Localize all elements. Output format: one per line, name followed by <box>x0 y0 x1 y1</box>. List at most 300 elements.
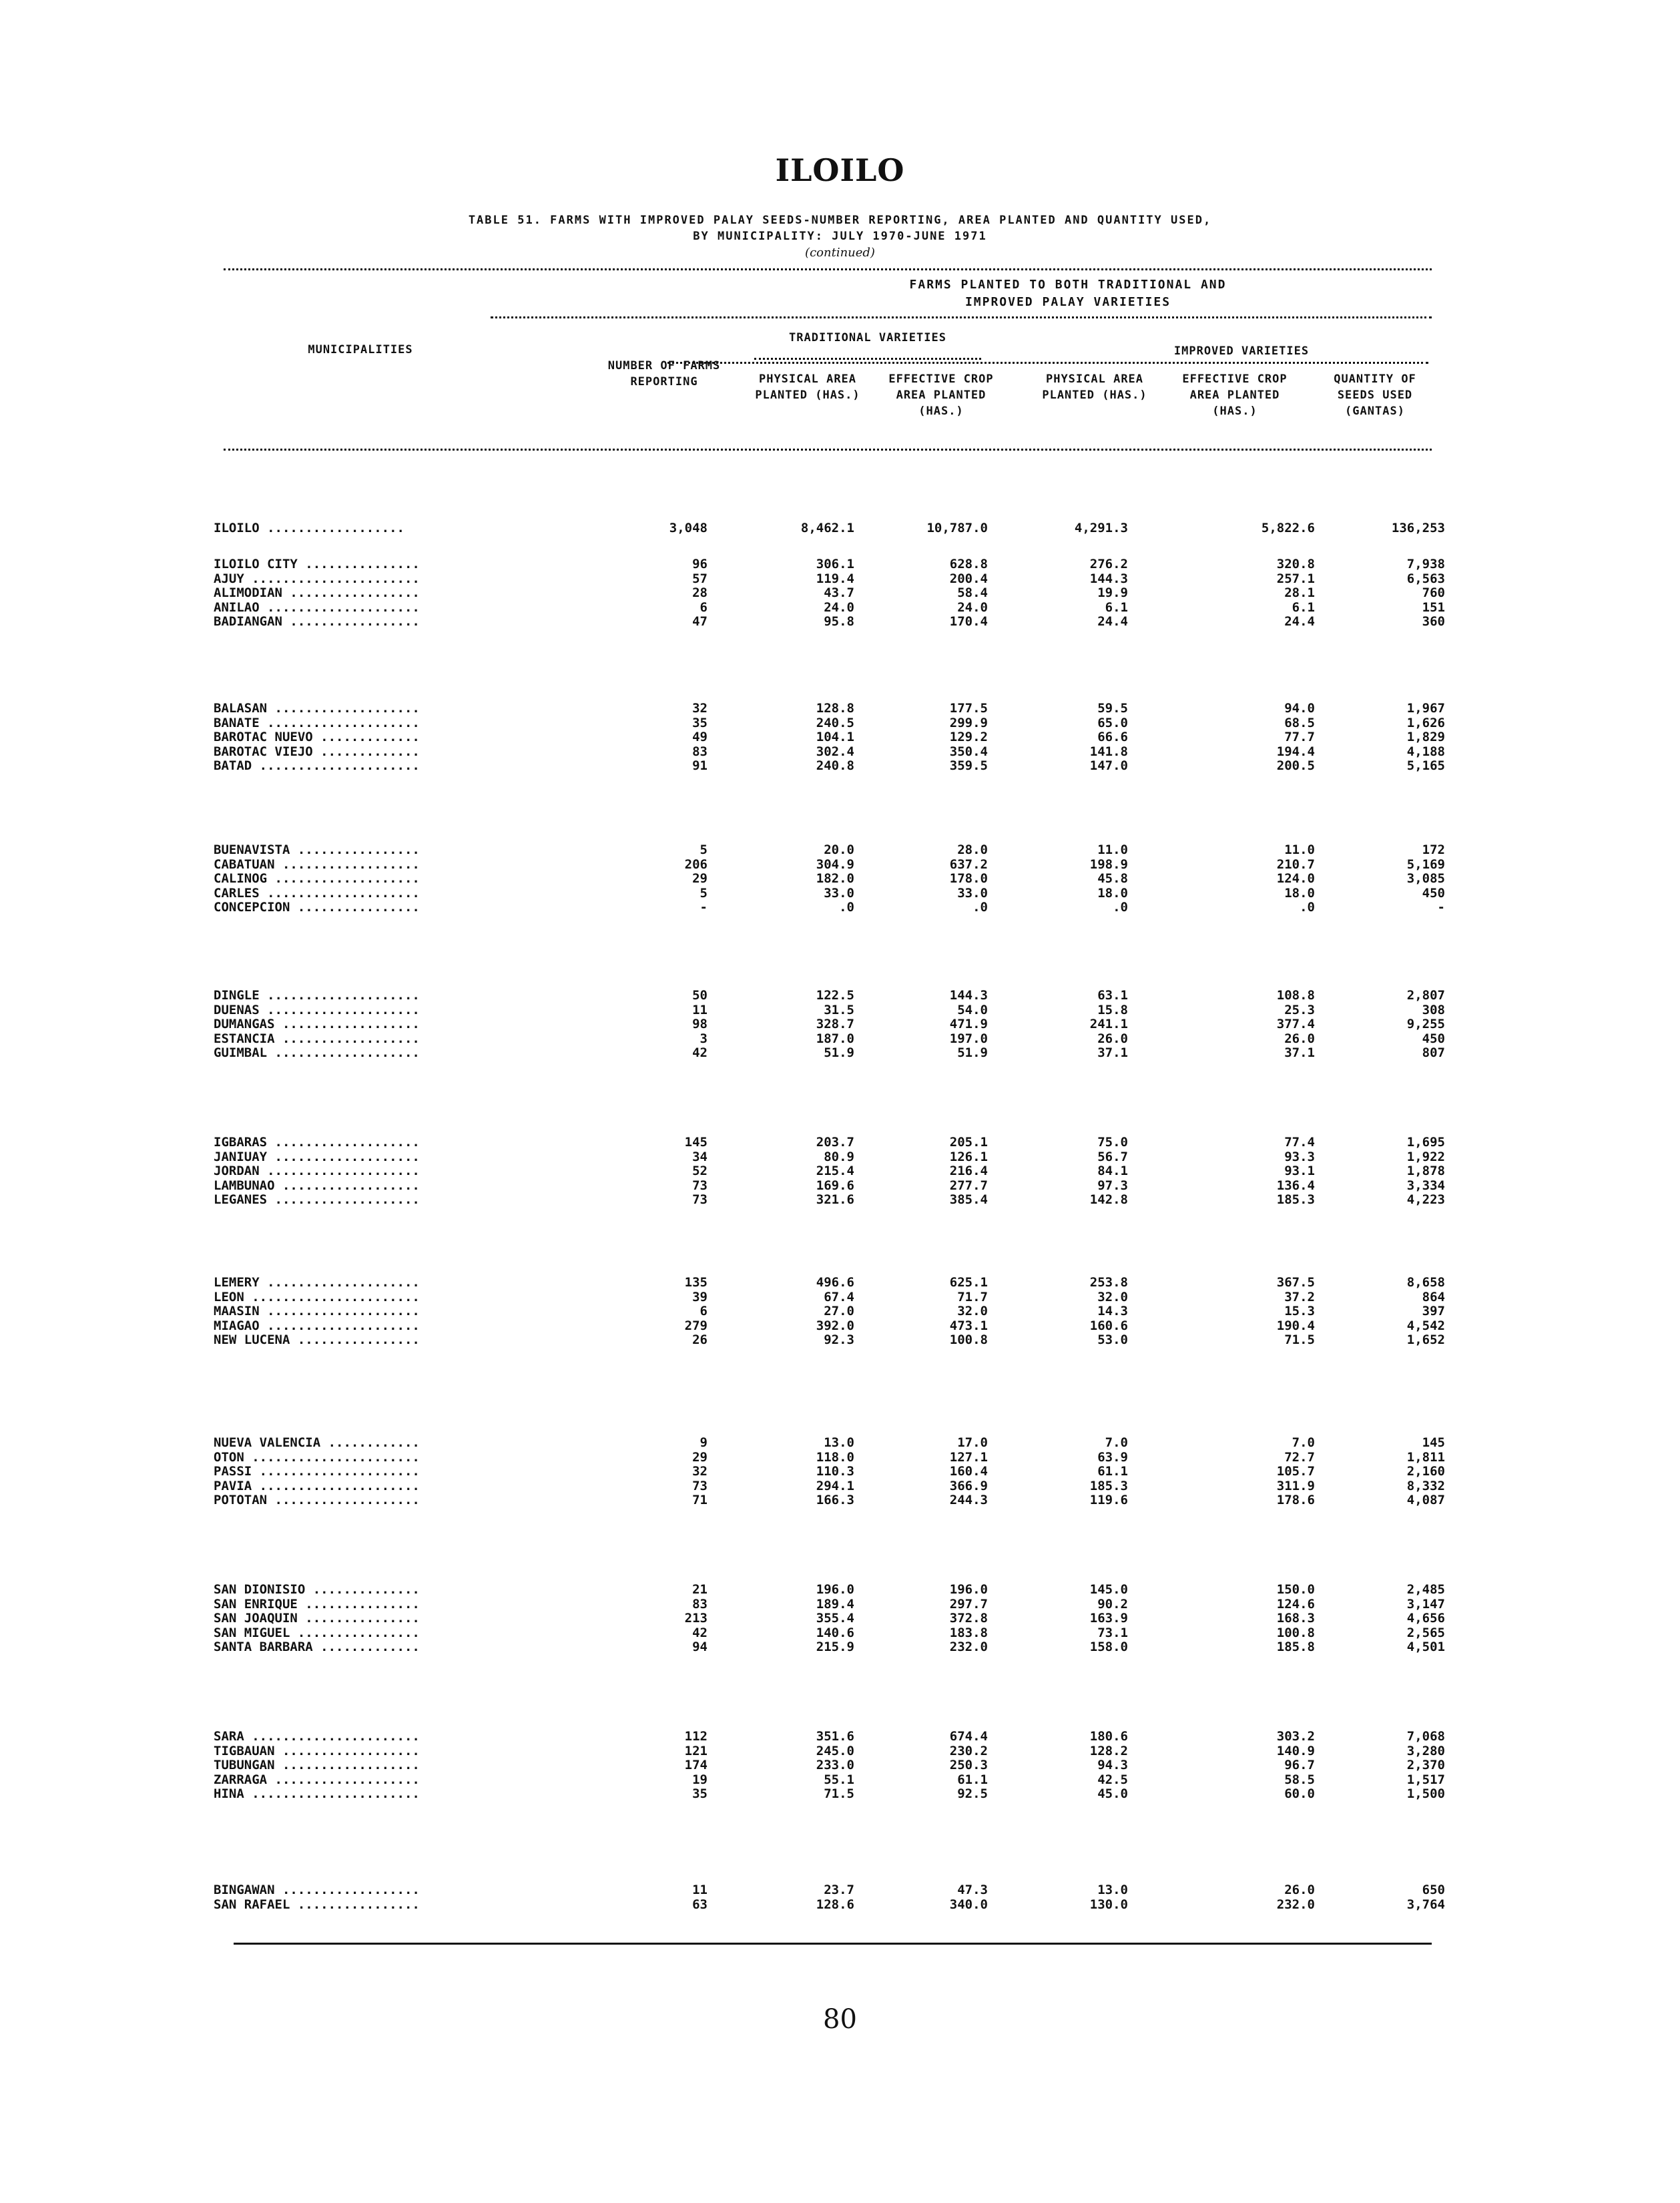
number-of-farms-cell: 50 <box>692 988 708 1003</box>
quantity-of-seeds-cell: 1,652 <box>1406 1332 1445 1347</box>
quantity-of-seeds-cell: 3,334 <box>1406 1178 1445 1193</box>
number-of-farms-cell: - <box>699 900 708 915</box>
table-row <box>214 1897 1455 1912</box>
quantity-of-seeds-cell: 864 <box>1422 1289 1445 1304</box>
improved-effective-area-cell: 5,822.6 <box>1261 521 1315 535</box>
table-row <box>214 1464 1455 1479</box>
traditional-physical-area-cell: 67.4 <box>824 1289 854 1304</box>
improved-physical-area-cell: 42.5 <box>1097 1772 1128 1787</box>
column-header-quantity-of-seeds: QUANTITY OF SEEDS USED (GANTAS) <box>1334 373 1416 418</box>
table-body <box>214 0 1455 2203</box>
improved-physical-area-cell: 130.0 <box>1089 1897 1128 1912</box>
improved-physical-area-cell: 45.0 <box>1097 1786 1128 1801</box>
quantity-of-seeds-cell: 2,370 <box>1406 1758 1445 1772</box>
municipality-name-cell: SANTA BARBARA ............. <box>214 1640 420 1654</box>
improved-effective-area-cell: 60.0 <box>1284 1786 1315 1801</box>
quantity-of-seeds-cell: 3,147 <box>1406 1596 1445 1612</box>
traditional-physical-area-cell: 20.0 <box>824 842 854 857</box>
municipality-name-cell: CABATUAN .................. <box>214 856 420 872</box>
improved-varieties-header: IMPROVED VARIETIES <box>1173 344 1310 358</box>
quantity-of-seeds-cell: 4,501 <box>1406 1640 1445 1654</box>
traditional-effective-area-cell: 126.1 <box>949 1149 988 1164</box>
improved-effective-area-cell: 71.5 <box>1284 1332 1315 1347</box>
improved-effective-area-cell: 93.3 <box>1284 1149 1315 1164</box>
improved-effective-area-cell: 94.0 <box>1284 701 1315 716</box>
table-row <box>214 886 1455 901</box>
municipality-name-cell: JORDAN .................... <box>214 1164 420 1178</box>
table-row <box>214 1178 1455 1193</box>
traditional-effective-area-cell: 473.1 <box>949 1318 988 1333</box>
improved-effective-area-cell: 77.4 <box>1284 1135 1315 1150</box>
quantity-of-seeds-cell: 308 <box>1422 1002 1445 1017</box>
table-row <box>214 1031 1455 1046</box>
improved-physical-area-cell: .0 <box>1113 900 1128 915</box>
table-row <box>214 585 1455 600</box>
traditional-physical-area-cell: 496.6 <box>816 1275 854 1290</box>
improved-effective-area-cell: 24.4 <box>1284 614 1315 629</box>
traditional-effective-area-cell: 299.9 <box>949 715 988 730</box>
number-of-farms-cell: 47 <box>692 614 708 629</box>
traditional-physical-area-cell: 302.4 <box>816 744 854 759</box>
traditional-effective-area-cell: 58.4 <box>957 585 988 600</box>
improved-physical-area-cell: 119.6 <box>1089 1493 1128 1507</box>
traditional-physical-area-cell: 13.0 <box>824 1435 854 1450</box>
improved-physical-area-cell: 145.0 <box>1089 1582 1128 1597</box>
municipality-name-cell: NUEVA VALENCIA ............ <box>214 1435 420 1450</box>
improved-effective-area-cell: 37.1 <box>1284 1045 1315 1060</box>
improved-physical-area-cell: 160.6 <box>1089 1318 1128 1333</box>
traditional-physical-area-cell: 8,462.1 <box>800 521 854 535</box>
improved-physical-area-cell: 147.0 <box>1089 758 1128 773</box>
traditional-effective-area-cell: 385.4 <box>949 1192 988 1207</box>
traditional-effective-area-cell: 297.7 <box>949 1596 988 1612</box>
traditional-physical-area-cell: 33.0 <box>824 885 854 901</box>
municipality-name-cell: ESTANCIA .................. <box>214 1031 420 1046</box>
improved-effective-area-cell: 108.8 <box>1276 988 1315 1003</box>
improved-effective-area-cell: 150.0 <box>1276 1582 1315 1597</box>
traditional-effective-area-cell: 129.2 <box>949 730 988 744</box>
group-header-line-1: FARMS PLANTED TO BOTH TRADITIONAL AND <box>909 278 1227 292</box>
improved-effective-area-cell: 96.7 <box>1284 1758 1315 1772</box>
traditional-physical-area-cell: 24.0 <box>824 599 854 615</box>
improved-effective-area-cell: 185.8 <box>1276 1640 1315 1654</box>
traditional-physical-area-cell: 104.1 <box>816 730 854 744</box>
traditional-effective-area-cell: .0 <box>972 900 988 915</box>
table-row <box>214 1435 1455 1450</box>
improved-effective-area-cell: 37.2 <box>1284 1289 1315 1304</box>
improved-effective-area-cell: 11.0 <box>1284 842 1315 857</box>
number-of-farms-cell: 26 <box>692 1332 708 1347</box>
number-of-farms-cell: 73 <box>692 1478 708 1493</box>
number-of-farms-cell: 121 <box>684 1743 708 1758</box>
quantity-of-seeds-cell: 9,255 <box>1406 1017 1445 1031</box>
improved-physical-area-cell: 56.7 <box>1097 1149 1128 1164</box>
improved-effective-area-cell: 18.0 <box>1284 885 1315 901</box>
traditional-physical-area-cell: 240.5 <box>816 715 854 730</box>
improved-effective-area-cell: 6.1 <box>1292 599 1315 615</box>
municipality-name-cell: SARA ...................... <box>214 1729 420 1744</box>
improved-physical-area-cell: 61.1 <box>1097 1464 1128 1479</box>
number-of-farms-cell: 32 <box>692 1464 708 1479</box>
traditional-physical-area-cell: 321.6 <box>816 1192 854 1207</box>
traditional-effective-area-cell: 637.2 <box>949 856 988 872</box>
traditional-effective-area-cell: 340.0 <box>949 1897 988 1912</box>
number-of-farms-cell: 6 <box>699 599 708 615</box>
quantity-of-seeds-cell: 1,878 <box>1406 1164 1445 1178</box>
improved-physical-area-cell: 185.3 <box>1089 1478 1128 1493</box>
table-row <box>214 1318 1455 1333</box>
municipality-name-cell: CONCEPCION ................ <box>214 900 420 915</box>
number-of-farms-cell: 145 <box>684 1135 708 1150</box>
improved-effective-area-cell: 303.2 <box>1276 1729 1315 1744</box>
improved-physical-area-cell: 73.1 <box>1097 1625 1128 1640</box>
quantity-of-seeds-cell: 1,695 <box>1406 1135 1445 1150</box>
column-header-traditional-effective-area: EFFECTIVE CROP AREA PLANTED (HAS.) <box>888 373 994 418</box>
quantity-of-seeds-cell: 151 <box>1422 599 1445 615</box>
quantity-of-seeds-cell: 5,165 <box>1406 758 1445 773</box>
improved-effective-area-cell: .0 <box>1300 900 1315 915</box>
municipality-name-cell: LEGANES ................... <box>214 1192 420 1207</box>
traditional-physical-area-cell: 240.8 <box>816 758 854 773</box>
number-of-farms-cell: 35 <box>692 1786 708 1801</box>
traditional-effective-area-cell: 61.1 <box>957 1772 988 1787</box>
municipality-name-cell: JANIUAY ................... <box>214 1149 420 1164</box>
traditional-effective-area-cell: 28.0 <box>957 842 988 857</box>
table-row <box>214 988 1455 1003</box>
traditional-effective-area-cell: 350.4 <box>949 744 988 759</box>
improved-effective-area-cell: 194.4 <box>1276 744 1315 759</box>
traditional-effective-area-cell: 17.0 <box>957 1435 988 1450</box>
traditional-physical-area-cell: 304.9 <box>816 856 854 872</box>
traditional-effective-area-cell: 628.8 <box>949 557 988 571</box>
traditional-effective-area-cell: 10,787.0 <box>926 521 988 535</box>
traditional-effective-area-cell: 674.4 <box>949 1729 988 1744</box>
number-of-farms-cell: 11 <box>692 1002 708 1017</box>
quantity-of-seeds-cell: 8,658 <box>1406 1275 1445 1290</box>
quantity-of-seeds-cell: 1,500 <box>1406 1786 1445 1801</box>
municipality-name-cell: PAVIA ..................... <box>214 1478 420 1493</box>
traditional-physical-area-cell: 189.4 <box>816 1596 854 1612</box>
municipality-name-cell: LEON ...................... <box>214 1289 420 1304</box>
table-row <box>214 1192 1455 1207</box>
traditional-physical-area-cell: 23.7 <box>824 1883 854 1897</box>
traditional-physical-area-cell: 128.8 <box>816 701 854 716</box>
table-row <box>214 1304 1455 1318</box>
municipality-name-cell: BATAD ..................... <box>214 758 420 773</box>
improved-physical-area-cell: 7.0 <box>1105 1435 1128 1450</box>
improved-effective-area-cell: 232.0 <box>1276 1897 1315 1912</box>
number-of-farms-cell: 3,048 <box>669 521 708 535</box>
traditional-physical-area-cell: 392.0 <box>816 1318 854 1333</box>
improved-physical-area-cell: 24.4 <box>1097 614 1128 629</box>
improved-physical-area-cell: 53.0 <box>1097 1332 1128 1347</box>
municipality-name-cell: LEMERY .................... <box>214 1275 420 1290</box>
improved-physical-area-cell: 94.3 <box>1097 1758 1128 1772</box>
traditional-effective-area-cell: 71.7 <box>957 1289 988 1304</box>
number-of-farms-cell: 35 <box>692 715 708 730</box>
traditional-physical-area-cell: 128.6 <box>816 1897 854 1912</box>
number-of-farms-cell: 6 <box>699 1304 708 1318</box>
traditional-effective-area-cell: 47.3 <box>957 1883 988 1897</box>
traditional-effective-area-cell: 51.9 <box>957 1045 988 1060</box>
table-row <box>214 614 1455 629</box>
number-of-farms-cell: 213 <box>684 1611 708 1626</box>
table-row <box>214 1450 1455 1465</box>
number-of-farms-cell: 42 <box>692 1045 708 1060</box>
traditional-effective-area-cell: 24.0 <box>957 599 988 615</box>
improved-effective-area-cell: 26.0 <box>1284 1031 1315 1046</box>
traditional-effective-area-cell: 244.3 <box>949 1493 988 1507</box>
column-header-number-of-farms: NUMBER OF FARMS REPORTING <box>607 359 721 389</box>
quantity-of-seeds-cell: 145 <box>1422 1435 1445 1450</box>
municipality-name-cell: ANILAO .................... <box>214 599 420 615</box>
municipality-name-cell: CALINOG ................... <box>214 871 420 886</box>
improved-effective-area-cell: 178.6 <box>1276 1493 1315 1507</box>
improved-physical-area-cell: 65.0 <box>1097 715 1128 730</box>
improved-physical-area-cell: 158.0 <box>1089 1640 1128 1654</box>
table-row <box>214 557 1455 571</box>
municipality-name-cell: BANATE .................... <box>214 715 420 730</box>
improved-effective-area-cell: 185.3 <box>1276 1192 1315 1207</box>
column-header-improved-effective-area: EFFECTIVE CROP AREA PLANTED (HAS.) <box>1182 373 1288 418</box>
page-title: ILOILO <box>775 152 905 188</box>
municipality-name-cell: SAN DIONISIO .............. <box>214 1582 420 1597</box>
number-of-farms-cell: 63 <box>692 1897 708 1912</box>
table-row <box>214 571 1455 586</box>
municipality-name-cell: SAN RAFAEL ................ <box>214 1897 420 1912</box>
table-row <box>214 1135 1455 1150</box>
table-row <box>214 842 1455 857</box>
number-of-farms-cell: 98 <box>692 1017 708 1031</box>
quantity-of-seeds-cell: 1,967 <box>1406 701 1445 716</box>
improved-physical-area-cell: 75.0 <box>1097 1135 1128 1150</box>
traditional-physical-area-cell: 215.9 <box>816 1640 854 1654</box>
improved-effective-area-cell: 7.0 <box>1292 1435 1315 1450</box>
quantity-of-seeds-cell: 7,068 <box>1406 1729 1445 1744</box>
table-row <box>214 1290 1455 1304</box>
traditional-physical-area-cell: 71.5 <box>824 1786 854 1801</box>
traditional-physical-area-cell: 140.6 <box>816 1625 854 1640</box>
number-of-farms-cell: 83 <box>692 744 708 759</box>
municipality-name-cell: NEW LUCENA ................ <box>214 1332 420 1347</box>
traditional-physical-area-cell: 233.0 <box>816 1758 854 1772</box>
number-of-farms-cell: 135 <box>684 1275 708 1290</box>
quantity-of-seeds-cell: 4,188 <box>1406 744 1445 759</box>
quantity-of-seeds-cell: 3,085 <box>1406 871 1445 886</box>
quantity-of-seeds-cell: 450 <box>1422 1031 1445 1046</box>
traditional-effective-area-cell: 183.8 <box>949 1625 988 1640</box>
table-row <box>214 1744 1455 1758</box>
traditional-effective-area-cell: 170.4 <box>949 614 988 629</box>
municipality-name-cell: BINGAWAN .................. <box>214 1883 420 1897</box>
number-of-farms-cell: 5 <box>699 885 708 901</box>
traditional-physical-area-cell: 328.7 <box>816 1017 854 1031</box>
quantity-of-seeds-cell: 807 <box>1422 1045 1445 1060</box>
table-row <box>214 1582 1455 1597</box>
municipality-name-cell: CARLES .................... <box>214 885 420 901</box>
improved-effective-area-cell: 168.3 <box>1276 1611 1315 1626</box>
municipality-name-cell: SAN ENRIQUE ............... <box>214 1596 420 1612</box>
number-of-farms-cell: 57 <box>692 571 708 586</box>
traditional-physical-area-cell: 110.3 <box>816 1464 854 1479</box>
table-row <box>214 1150 1455 1164</box>
quantity-of-seeds-cell: 7,938 <box>1406 557 1445 571</box>
municipality-name-cell: ALIMODIAN ................. <box>214 585 420 600</box>
table-caption-line-1: TABLE 51. FARMS WITH IMPROVED PALAY SEEDS-NUMBER REPORTING, AREA PLANTED AND QUANTITY USED, <box>468 214 1212 227</box>
number-of-farms-cell: 19 <box>692 1772 708 1787</box>
quantity-of-seeds-cell: 3,280 <box>1406 1743 1445 1758</box>
improved-physical-area-cell: 84.1 <box>1097 1164 1128 1178</box>
number-of-farms-cell: 5 <box>699 842 708 857</box>
municipality-name-cell: ILOILO CITY ............... <box>214 557 420 571</box>
traditional-effective-area-cell: 372.8 <box>949 1611 988 1626</box>
table-row <box>214 1493 1455 1507</box>
table-row <box>214 900 1455 915</box>
improved-effective-area-cell: 200.5 <box>1276 758 1315 773</box>
traditional-effective-area-cell: 366.9 <box>949 1478 988 1493</box>
improved-effective-area-cell: 105.7 <box>1276 1464 1315 1479</box>
table-row <box>214 1729 1455 1744</box>
traditional-effective-area-cell: 205.1 <box>949 1135 988 1150</box>
traditional-effective-area-cell: 127.1 <box>949 1449 988 1465</box>
traditional-effective-area-cell: 216.4 <box>949 1164 988 1178</box>
improved-physical-area-cell: 13.0 <box>1097 1883 1128 1897</box>
traditional-physical-area-cell: 95.8 <box>824 614 854 629</box>
traditional-effective-area-cell: 33.0 <box>957 885 988 901</box>
quantity-of-seeds-cell: 2,807 <box>1406 988 1445 1003</box>
traditional-effective-area-cell: 100.8 <box>949 1332 988 1347</box>
traditional-physical-area-cell: 169.6 <box>816 1178 854 1193</box>
number-of-farms-cell: 83 <box>692 1596 708 1612</box>
number-of-farms-cell: 73 <box>692 1192 708 1207</box>
municipality-name-cell: SAN MIGUEL ................ <box>214 1625 420 1640</box>
improved-physical-area-cell: 11.0 <box>1097 842 1128 857</box>
improved-effective-area-cell: 58.5 <box>1284 1772 1315 1787</box>
improved-physical-area-cell: 37.1 <box>1097 1045 1128 1060</box>
table-row <box>214 1045 1455 1060</box>
number-of-farms-cell: 28 <box>692 585 708 600</box>
improved-physical-area-cell: 97.3 <box>1097 1178 1128 1193</box>
quantity-of-seeds-cell: 4,656 <box>1406 1611 1445 1626</box>
improved-effective-area-cell: 190.4 <box>1276 1318 1315 1333</box>
table-row <box>214 1017 1455 1031</box>
improved-physical-area-cell: 18.0 <box>1097 885 1128 901</box>
traditional-physical-area-cell: 43.7 <box>824 585 854 600</box>
municipality-name-cell: IGBARAS ................... <box>214 1135 420 1150</box>
improved-physical-area-cell: 14.3 <box>1097 1304 1128 1318</box>
improved-physical-area-cell: 128.2 <box>1089 1743 1128 1758</box>
traditional-effective-area-cell: 471.9 <box>949 1017 988 1031</box>
municipality-name-cell: DUMANGAS .................. <box>214 1017 420 1031</box>
traditional-physical-area-cell: 118.0 <box>816 1449 854 1465</box>
traditional-physical-area-cell: 31.5 <box>824 1002 854 1017</box>
column-header-improved-physical-area: PHYSICAL AREA PLANTED (HAS.) <box>1042 373 1147 402</box>
traditional-physical-area-cell: 80.9 <box>824 1149 854 1164</box>
improved-effective-area-cell: 93.1 <box>1284 1164 1315 1178</box>
table-row <box>214 1786 1455 1801</box>
improved-effective-area-cell: 124.6 <box>1276 1596 1315 1612</box>
municipality-name-cell: ILOILO .................. <box>214 521 404 535</box>
municipality-name-cell: AJUY ...................... <box>214 571 420 586</box>
table-row <box>214 758 1455 773</box>
improved-physical-area-cell: 4,291.3 <box>1074 521 1128 535</box>
improved-effective-area-cell: 257.1 <box>1276 571 1315 586</box>
number-of-farms-cell: 11 <box>692 1883 708 1897</box>
number-of-farms-cell: 34 <box>692 1149 708 1164</box>
municipality-name-cell: BUENAVISTA ................ <box>214 842 420 857</box>
traditional-physical-area-cell: 119.4 <box>816 571 854 586</box>
improved-physical-area-cell: 32.0 <box>1097 1289 1128 1304</box>
improved-effective-area-cell: 28.1 <box>1284 585 1315 600</box>
municipality-name-cell: DUENAS .................... <box>214 1002 420 1017</box>
improved-physical-area-cell: 63.1 <box>1097 988 1128 1003</box>
improved-physical-area-cell: 15.8 <box>1097 1002 1128 1017</box>
traditional-effective-area-cell: 178.0 <box>949 871 988 886</box>
number-of-farms-cell: 174 <box>684 1758 708 1772</box>
table-row <box>214 1611 1455 1626</box>
traditional-physical-area-cell: 166.3 <box>816 1493 854 1507</box>
improved-effective-area-cell: 311.9 <box>1276 1478 1315 1493</box>
municipality-name-cell: MIAGAO .................... <box>214 1318 420 1333</box>
table-row <box>214 1275 1455 1290</box>
traditional-effective-area-cell: 277.7 <box>949 1178 988 1193</box>
traditional-physical-area-cell: .0 <box>839 900 854 915</box>
improved-physical-area-cell: 45.8 <box>1097 871 1128 886</box>
quantity-of-seeds-cell: 136,253 <box>1391 521 1445 535</box>
traditional-effective-area-cell: 359.5 <box>949 758 988 773</box>
table-row <box>214 1164 1455 1178</box>
traditional-effective-area-cell: 54.0 <box>957 1002 988 1017</box>
quantity-of-seeds-cell: 1,922 <box>1406 1149 1445 1164</box>
traditional-effective-area-cell: 160.4 <box>949 1464 988 1479</box>
number-of-farms-cell: 73 <box>692 1178 708 1193</box>
quantity-of-seeds-cell: 6,563 <box>1406 571 1445 586</box>
municipalities-header: MUNICIPALITIES <box>308 343 413 356</box>
quantity-of-seeds-cell: 172 <box>1422 842 1445 857</box>
improved-physical-area-cell: 66.6 <box>1097 730 1128 744</box>
traditional-effective-area-cell: 144.3 <box>949 988 988 1003</box>
table-row <box>214 1758 1455 1772</box>
improved-effective-area-cell: 25.3 <box>1284 1002 1315 1017</box>
quantity-of-seeds-cell: 2,485 <box>1406 1582 1445 1597</box>
municipality-name-cell: TUBUNGAN .................. <box>214 1758 420 1772</box>
table-caption-line-2: BY MUNICIPALITY: JULY 1970-JUNE 1971 <box>693 230 987 243</box>
improved-physical-area-cell: 163.9 <box>1089 1611 1128 1626</box>
table-row <box>214 600 1455 615</box>
traditional-physical-area-cell: 215.4 <box>816 1164 854 1178</box>
improved-physical-area-cell: 276.2 <box>1089 557 1128 571</box>
traditional-physical-area-cell: 51.9 <box>824 1045 854 1060</box>
traditional-physical-area-cell: 92.3 <box>824 1332 854 1347</box>
municipality-name-cell: GUIMBAL ................... <box>214 1045 420 1060</box>
improved-effective-area-cell: 100.8 <box>1276 1625 1315 1640</box>
number-of-farms-cell: 29 <box>692 1449 708 1465</box>
traditional-effective-area-cell: 177.5 <box>949 701 988 716</box>
municipality-name-cell: HINA ...................... <box>214 1786 420 1801</box>
traditional-physical-area-cell: 294.1 <box>816 1478 854 1493</box>
table-row <box>214 716 1455 730</box>
municipality-name-cell: ZARRAGA ................... <box>214 1772 420 1787</box>
table-row <box>214 701 1455 716</box>
traditional-effective-area-cell: 232.0 <box>949 1640 988 1654</box>
improved-physical-area-cell: 141.8 <box>1089 744 1128 759</box>
improved-effective-area-cell: 77.7 <box>1284 730 1315 744</box>
improved-physical-area-cell: 19.9 <box>1097 585 1128 600</box>
improved-physical-area-cell: 253.8 <box>1089 1275 1128 1290</box>
table-row <box>214 1626 1455 1640</box>
quantity-of-seeds-cell: 4,087 <box>1406 1493 1445 1507</box>
quantity-of-seeds-cell: 5,169 <box>1406 856 1445 872</box>
